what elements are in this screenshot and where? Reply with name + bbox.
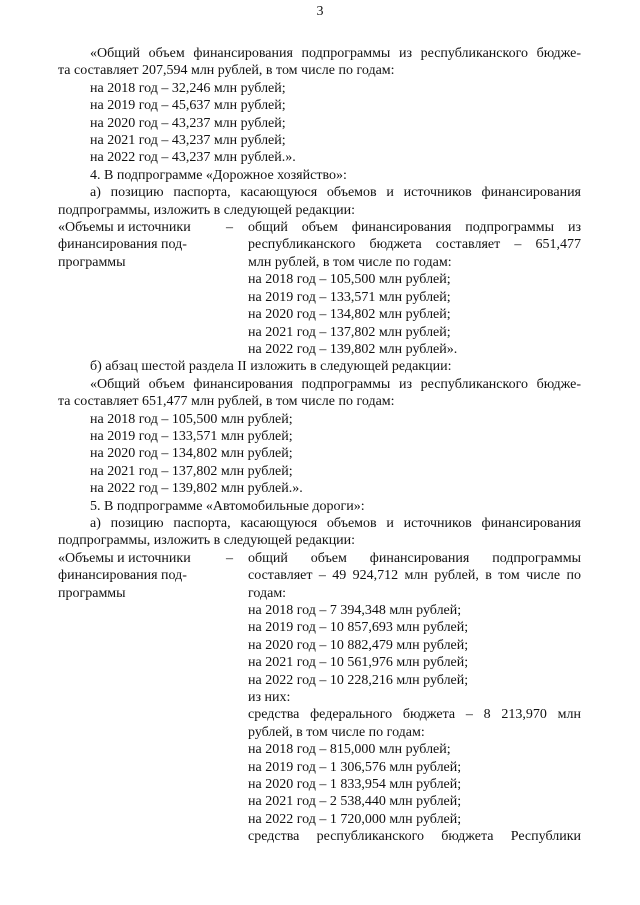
- passport-line: на 2020 год – 134,802 млн рублей;: [248, 307, 451, 323]
- year-item: на 2019 год – 133,571 млн рублей;: [90, 428, 293, 444]
- document-body: [58, 45, 581, 846]
- year-item: на 2018 год – 32,246 млн рублей;: [90, 80, 286, 96]
- paragraph-a-cont: подпрограммы, изложить в следующей редакции:: [58, 533, 356, 549]
- label-line: финансирования под-: [58, 237, 187, 253]
- section-4: [58, 167, 581, 498]
- section-5: [58, 498, 581, 846]
- passport-line: млн рублей, в том числе по годам:: [248, 254, 452, 270]
- section-heading: 4. В подпрограмме «Дорожное хозяйство»:: [90, 167, 347, 183]
- year-item: на 2022 год – 43,237 млн рублей.».: [90, 150, 296, 166]
- quote-continuation: та составляет 207,594 млн рублей, в том числе по годам:: [58, 63, 395, 79]
- passport-table: [58, 219, 581, 358]
- passport-line: средства республиканского бюджета Республики: [248, 829, 581, 845]
- passport-dash: –: [226, 220, 233, 236]
- passport-table: [58, 550, 581, 846]
- passport-line: годам:: [248, 585, 287, 601]
- year-item: на 2019 год – 45,637 млн рублей;: [90, 98, 286, 114]
- passport-line: на 2020 год – 10 882,479 млн рублей;: [248, 637, 469, 653]
- year-item: на 2022 год – 139,802 млн рублей.».: [90, 481, 303, 497]
- passport-body: [248, 219, 581, 358]
- passport-line: общий объем финансирования подпрограммы: [248, 550, 581, 566]
- label-line: «Объемы и источники: [58, 220, 191, 236]
- quote-continuation: та составляет 651,477 млн рублей, в том числе по годам:: [58, 394, 395, 410]
- passport-line: составляет – 49 924,712 млн рублей, в том числе по: [248, 568, 581, 584]
- label-line: финансирования под-: [58, 568, 187, 584]
- label-line: «Объемы и источники: [58, 550, 191, 566]
- label-line: программы: [58, 585, 126, 601]
- passport-body: [248, 550, 581, 846]
- passport-line: на 2021 год – 137,802 млн рублей;: [248, 324, 451, 340]
- passport-line: на 2018 год – 105,500 млн рублей;: [248, 272, 451, 288]
- year-list: [58, 411, 581, 498]
- quote-first-line: «Общий объем финансирования подпрограммы из республиканского бюдже-: [90, 46, 581, 61]
- passport-line: на 2019 год – 10 857,693 млн рублей;: [248, 620, 469, 636]
- quote-first-line: «Общий объем финансирования подпрограммы из республиканского бюдже-: [90, 376, 581, 392]
- year-item: на 2020 год – 43,237 млн рублей;: [90, 115, 286, 131]
- passport-line: на 2021 год – 2 538,440 млн рублей;: [248, 794, 462, 810]
- passport-label: [58, 550, 218, 602]
- passport-line: на 2022 год – 1 720,000 млн рублей;: [248, 811, 462, 827]
- passport-line: на 2020 год – 1 833,954 млн рублей;: [248, 777, 462, 793]
- section-heading: 5. В подпрограмме «Автомобильные дороги»:: [90, 498, 365, 514]
- year-item: на 2021 год – 137,802 млн рублей;: [90, 463, 293, 479]
- passport-line: на 2018 год – 815,000 млн рублей;: [248, 742, 451, 758]
- year-item: на 2021 год – 43,237 млн рублей;: [90, 133, 286, 149]
- passport-line: на 2019 год – 1 306,576 млн рублей;: [248, 759, 462, 775]
- passport-line: на 2022 год – 10 228,216 млн рублей;: [248, 672, 469, 688]
- passport-line: из них:: [248, 690, 291, 706]
- year-item: на 2020 год – 134,802 млн рублей;: [90, 446, 293, 462]
- passport-line: на 2022 год – 139,802 млн рублей».: [248, 341, 458, 357]
- section-3-quote: [58, 45, 581, 167]
- year-list: [58, 80, 581, 167]
- passport-line: республиканского бюджета составляет – 651,477: [248, 237, 581, 253]
- paragraph-a-first: а) позицию паспорта, касающуюся объемов и источников финансирования: [90, 185, 581, 201]
- passport-line: рублей, в том числе по годам:: [248, 724, 425, 740]
- passport-line: на 2021 год – 10 561,976 млн рублей;: [248, 655, 469, 671]
- label-line: программы: [58, 254, 126, 270]
- passport-line: на 2019 год – 133,571 млн рублей;: [248, 289, 451, 305]
- passport-line: на 2018 год – 7 394,348 млн рублей;: [248, 603, 462, 618]
- page-number: 3: [316, 4, 324, 19]
- passport-line: средства федерального бюджета – 8 213,970 млн: [248, 707, 581, 723]
- year-item: на 2018 год – 105,500 млн рублей;: [90, 411, 293, 427]
- paragraph-b-heading: б) абзац шестой раздела II изложить в следующей редакции:: [90, 359, 452, 375]
- passport-dash: –: [226, 550, 233, 566]
- paragraph-a-first: а) позицию паспорта, касающуюся объемов и источников финансирования: [90, 515, 581, 531]
- passport-label: [58, 219, 218, 271]
- passport-line: общий объем финансирования подпрограммы из: [248, 220, 581, 236]
- paragraph-a-cont: подпрограммы, изложить в следующей редакции:: [58, 202, 356, 218]
